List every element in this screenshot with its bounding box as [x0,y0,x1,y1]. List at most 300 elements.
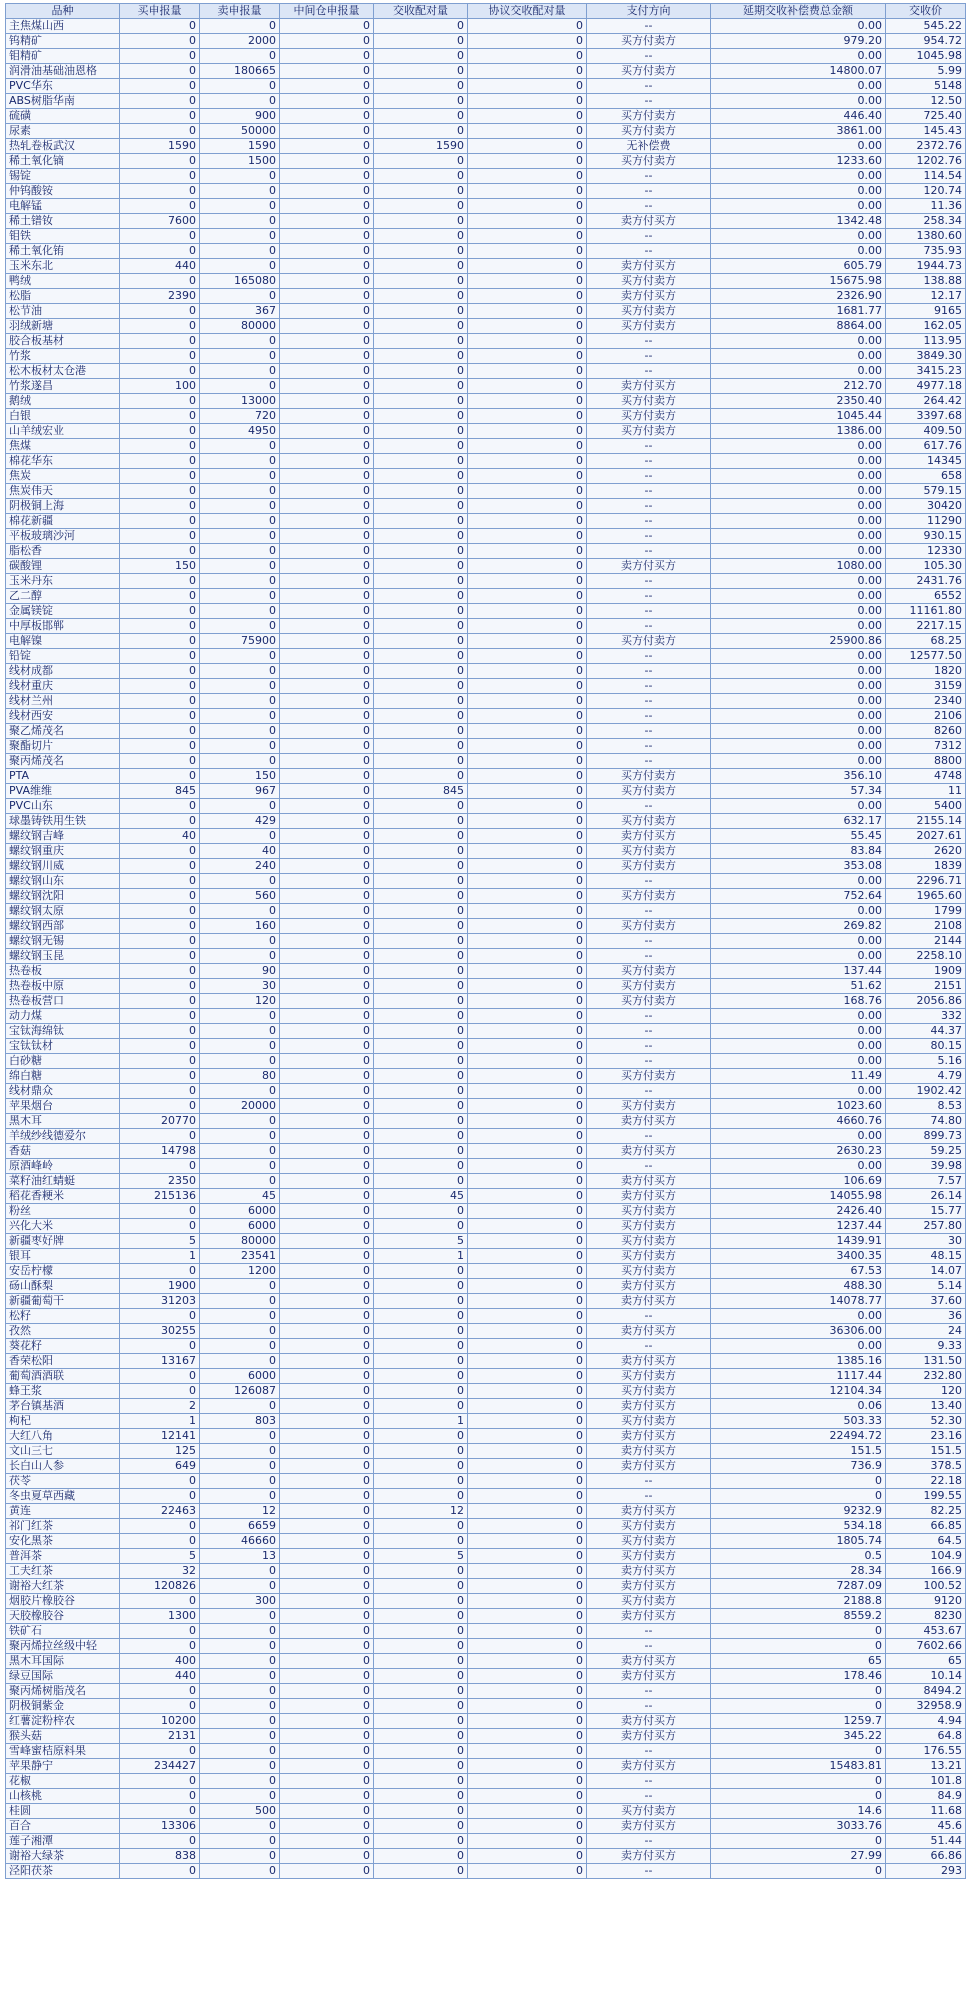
header-intermediate-declared: 中间仓申报量 [280,4,374,19]
delivery-matched-cell: 0 [374,169,468,184]
sell-declared-cell: 0 [200,1489,280,1504]
product-cell: 黄连 [6,1504,120,1519]
table-row [6,1159,966,1174]
intermediate-declared-cell: 0 [280,184,374,199]
deferred-compensation-cell: 65 [711,1654,886,1669]
table-row [6,754,966,769]
intermediate-declared-cell: 0 [280,754,374,769]
sell-declared-cell: 0 [200,904,280,919]
buy-declared-cell: 0 [120,1474,200,1489]
delivery-price-cell: 2056.86 [886,994,966,1009]
table-row [6,1849,966,1864]
product-cell: 聚丙烯拉丝级中轻 [6,1639,120,1654]
payment-direction-cell: -- [587,694,711,709]
product-cell: 泾阳茯茶 [6,1864,120,1879]
agreement-matched-cell: 0 [468,1294,587,1309]
table-row [6,499,966,514]
agreement-matched-cell: 0 [468,1279,587,1294]
intermediate-declared-cell: 0 [280,1159,374,1174]
payment-direction-cell: 卖方付买方 [587,559,711,574]
payment-direction-cell: -- [587,1774,711,1789]
sell-declared-cell: 0 [200,514,280,529]
delivery-price-cell: 151.5 [886,1444,966,1459]
buy-declared-cell: 0 [120,844,200,859]
intermediate-declared-cell: 0 [280,784,374,799]
sell-declared-cell: 0 [200,169,280,184]
deferred-compensation-cell: 0 [711,1744,886,1759]
agreement-matched-cell: 0 [468,1729,587,1744]
product-cell: 棉花新疆 [6,514,120,529]
delivery-matched-cell: 0 [374,1489,468,1504]
buy-declared-cell: 0 [120,754,200,769]
agreement-matched-cell: 0 [468,19,587,34]
deferred-compensation-cell: 14800.07 [711,64,886,79]
agreement-matched-cell: 0 [468,1039,587,1054]
table-row [6,1579,966,1594]
buy-declared-cell: 0 [120,319,200,334]
buy-declared-cell: 0 [120,1804,200,1819]
delivery-matched-cell: 0 [374,349,468,364]
intermediate-declared-cell: 0 [280,64,374,79]
agreement-matched-cell: 0 [468,649,587,664]
table-row [6,964,966,979]
payment-direction-cell: 买方付卖方 [587,1804,711,1819]
table-row [6,1714,966,1729]
payment-direction-cell: -- [587,574,711,589]
payment-direction-cell: 卖方付买方 [587,379,711,394]
delivery-price-cell: 100.52 [886,1579,966,1594]
buy-declared-cell: 0 [120,679,200,694]
delivery-price-cell: 11 [886,784,966,799]
sell-declared-cell: 0 [200,934,280,949]
buy-declared-cell: 0 [120,904,200,919]
table-row [6,229,966,244]
product-cell: 螺纹钢重庆 [6,844,120,859]
sell-declared-cell: 429 [200,814,280,829]
product-cell: 动力煤 [6,1009,120,1024]
payment-direction-cell: 卖方付买方 [587,1429,711,1444]
product-cell: 普洱茶 [6,1549,120,1564]
delivery-matched-cell: 1 [374,1249,468,1264]
product-cell: 钼精矿 [6,49,120,64]
payment-direction-cell: 卖方付买方 [587,1279,711,1294]
sell-declared-cell: 120 [200,994,280,1009]
payment-direction-cell: 买方付卖方 [587,964,711,979]
deferred-compensation-cell: 0.00 [711,1084,886,1099]
agreement-matched-cell: 0 [468,724,587,739]
product-cell: 钨精矿 [6,34,120,49]
delivery-price-cell: 8800 [886,754,966,769]
deferred-compensation-cell: 0.00 [711,169,886,184]
deferred-compensation-cell: 0 [711,1789,886,1804]
agreement-matched-cell: 0 [468,274,587,289]
intermediate-declared-cell: 0 [280,1024,374,1039]
deferred-compensation-cell: 0.00 [711,874,886,889]
table-row [6,1204,966,1219]
delivery-price-cell: 5.14 [886,1279,966,1294]
delivery-matched-cell: 0 [374,919,468,934]
deferred-compensation-cell: 2188.8 [711,1594,886,1609]
payment-direction-cell: -- [587,469,711,484]
table-row [6,1669,966,1684]
table-row [6,784,966,799]
sell-declared-cell: 0 [200,1354,280,1369]
payment-direction-cell: -- [587,649,711,664]
delivery-matched-cell: 0 [374,1129,468,1144]
buy-declared-cell: 0 [120,124,200,139]
sell-declared-cell: 0 [200,1174,280,1189]
buy-declared-cell: 400 [120,1654,200,1669]
agreement-matched-cell: 0 [468,364,587,379]
intermediate-declared-cell: 0 [280,1549,374,1564]
intermediate-declared-cell: 0 [280,484,374,499]
delivery-price-cell: 258.34 [886,214,966,229]
payment-direction-cell: -- [587,589,711,604]
payment-direction-cell: -- [587,754,711,769]
agreement-matched-cell: 0 [468,799,587,814]
sell-declared-cell: 0 [200,454,280,469]
buy-declared-cell: 0 [120,1084,200,1099]
product-cell: 香菇 [6,1144,120,1159]
table-row [6,1024,966,1039]
payment-direction-cell: -- [587,544,711,559]
buy-declared-cell: 0 [120,439,200,454]
agreement-matched-cell: 0 [468,574,587,589]
buy-declared-cell: 1 [120,1249,200,1264]
product-cell: 脂松香 [6,544,120,559]
sell-declared-cell: 0 [200,649,280,664]
agreement-matched-cell: 0 [468,289,587,304]
delivery-matched-cell: 0 [374,1519,468,1534]
payment-direction-cell: -- [587,454,711,469]
sell-declared-cell: 240 [200,859,280,874]
delivery-matched-cell: 1590 [374,139,468,154]
header-buy-declared: 买申报量 [120,4,200,19]
agreement-matched-cell: 0 [468,394,587,409]
product-cell: 钼铁 [6,229,120,244]
table-row [6,559,966,574]
deferred-compensation-cell: 534.18 [711,1519,886,1534]
sell-declared-cell: 165080 [200,274,280,289]
deferred-compensation-cell: 1342.48 [711,214,886,229]
payment-direction-cell: 买方付卖方 [587,784,711,799]
product-cell: 螺纹钢吉峰 [6,829,120,844]
intermediate-declared-cell: 0 [280,439,374,454]
table-row [6,1429,966,1444]
delivery-matched-cell: 0 [374,244,468,259]
delivery-price-cell: 3849.30 [886,349,966,364]
intermediate-declared-cell: 0 [280,1684,374,1699]
buy-declared-cell: 0 [120,1489,200,1504]
product-cell: 祁门红茶 [6,1519,120,1534]
delivery-matched-cell: 0 [374,1159,468,1174]
agreement-matched-cell: 0 [468,1504,587,1519]
deferred-compensation-cell: 15675.98 [711,274,886,289]
delivery-matched-cell: 0 [374,124,468,139]
deferred-compensation-cell: 0 [711,1834,886,1849]
payment-direction-cell: -- [587,1009,711,1024]
buy-declared-cell: 0 [120,1054,200,1069]
intermediate-declared-cell: 0 [280,139,374,154]
table-row [6,454,966,469]
buy-declared-cell: 0 [120,1204,200,1219]
delivery-matched-cell: 0 [374,289,468,304]
delivery-matched-cell: 0 [374,724,468,739]
deferred-compensation-cell: 1681.77 [711,304,886,319]
agreement-matched-cell: 0 [468,664,587,679]
buy-declared-cell: 0 [120,94,200,109]
buy-declared-cell: 0 [120,169,200,184]
delivery-price-cell: 30420 [886,499,966,514]
buy-declared-cell: 0 [120,1309,200,1324]
header-product: 品种 [6,4,120,19]
table-row [6,634,966,649]
buy-declared-cell: 0 [120,994,200,1009]
intermediate-declared-cell: 0 [280,739,374,754]
buy-declared-cell: 0 [120,664,200,679]
intermediate-declared-cell: 0 [280,1204,374,1219]
intermediate-declared-cell: 0 [280,109,374,124]
delivery-matched-cell: 0 [374,1564,468,1579]
agreement-matched-cell: 0 [468,1744,587,1759]
deferred-compensation-cell: 752.64 [711,889,886,904]
delivery-price-cell: 1944.73 [886,259,966,274]
payment-direction-cell: 买方付卖方 [587,1594,711,1609]
delivery-matched-cell: 0 [374,529,468,544]
payment-direction-cell: 买方付卖方 [587,1549,711,1564]
sell-declared-cell: 0 [200,1024,280,1039]
sell-declared-cell: 0 [200,589,280,604]
delivery-price-cell: 954.72 [886,34,966,49]
payment-direction-cell: 买方付卖方 [587,304,711,319]
payment-direction-cell: 卖方付买方 [587,1144,711,1159]
delivery-matched-cell: 0 [374,1654,468,1669]
product-cell: 长白山人参 [6,1459,120,1474]
buy-declared-cell: 0 [120,739,200,754]
product-cell: 银耳 [6,1249,120,1264]
delivery-price-cell: 617.76 [886,439,966,454]
payment-direction-cell: 买方付卖方 [587,319,711,334]
table-row [6,1099,966,1114]
product-cell: 宝钛钛材 [6,1039,120,1054]
sell-declared-cell: 50000 [200,124,280,139]
delivery-price-cell: 735.93 [886,244,966,259]
delivery-matched-cell: 0 [374,1474,468,1489]
deferred-compensation-cell: 0.00 [711,199,886,214]
sell-declared-cell: 0 [200,1129,280,1144]
table-row [6,169,966,184]
sell-declared-cell: 1500 [200,154,280,169]
deferred-compensation-cell: 1439.91 [711,1234,886,1249]
payment-direction-cell: 卖方付买方 [587,1579,711,1594]
intermediate-declared-cell: 0 [280,1729,374,1744]
payment-direction-cell: -- [587,364,711,379]
delivery-matched-cell: 0 [374,979,468,994]
product-cell: 鹅绒 [6,394,120,409]
deferred-compensation-cell: 25900.86 [711,634,886,649]
payment-direction-cell: 卖方付买方 [587,1459,711,1474]
intermediate-declared-cell: 0 [280,709,374,724]
deferred-compensation-cell: 0.5 [711,1549,886,1564]
agreement-matched-cell: 0 [468,379,587,394]
delivery-price-cell: 453.67 [886,1624,966,1639]
buy-declared-cell: 30255 [120,1324,200,1339]
sell-declared-cell: 0 [200,499,280,514]
buy-declared-cell: 22463 [120,1504,200,1519]
table-row [6,814,966,829]
intermediate-declared-cell: 0 [280,1264,374,1279]
agreement-matched-cell: 0 [468,859,587,874]
delivery-price-cell: 59.25 [886,1144,966,1159]
deferred-compensation-cell: 0 [711,1684,886,1699]
product-cell: 蜂王浆 [6,1384,120,1399]
sell-declared-cell: 0 [200,1009,280,1024]
table-row [6,49,966,64]
delivery-matched-cell: 0 [374,874,468,889]
intermediate-declared-cell: 0 [280,619,374,634]
product-cell: 鸭绒 [6,274,120,289]
payment-direction-cell: -- [587,1624,711,1639]
delivery-price-cell: 26.14 [886,1189,966,1204]
table-row [6,1729,966,1744]
table-row [6,1354,966,1369]
intermediate-declared-cell: 0 [280,1834,374,1849]
table-row [6,889,966,904]
sell-declared-cell: 0 [200,664,280,679]
delivery-matched-cell: 0 [374,229,468,244]
intermediate-declared-cell: 0 [280,769,374,784]
delivery-price-cell: 6552 [886,589,966,604]
intermediate-declared-cell: 0 [280,1009,374,1024]
product-cell: 仲钨酸铵 [6,184,120,199]
sell-declared-cell: 0 [200,1654,280,1669]
payment-direction-cell: 卖方付买方 [587,1294,711,1309]
buy-declared-cell: 31203 [120,1294,200,1309]
product-cell: 黑木耳 [6,1114,120,1129]
product-cell: 聚乙烯茂名 [6,724,120,739]
intermediate-declared-cell: 0 [280,394,374,409]
payment-direction-cell: 卖方付买方 [587,1759,711,1774]
agreement-matched-cell: 0 [468,844,587,859]
delivery-price-cell: 4.94 [886,1714,966,1729]
delivery-price-cell: 14.07 [886,1264,966,1279]
payment-direction-cell: 卖方付买方 [587,1669,711,1684]
intermediate-declared-cell: 0 [280,499,374,514]
delivery-price-cell: 332 [886,1009,966,1024]
deferred-compensation-cell: 0.00 [711,514,886,529]
delivery-matched-cell: 0 [374,1594,468,1609]
deferred-compensation-cell: 83.84 [711,844,886,859]
agreement-matched-cell: 0 [468,424,587,439]
delivery-price-cell: 36 [886,1309,966,1324]
table-row [6,1624,966,1639]
agreement-matched-cell: 0 [468,1069,587,1084]
deferred-compensation-cell: 0.00 [711,1339,886,1354]
deferred-compensation-cell: 0 [711,1774,886,1789]
table-row [6,79,966,94]
agreement-matched-cell: 0 [468,1789,587,1804]
delivery-matched-cell: 0 [374,1294,468,1309]
payment-direction-cell: 买方付卖方 [587,1414,711,1429]
agreement-matched-cell: 0 [468,1549,587,1564]
product-cell: 热卷板 [6,964,120,979]
sell-declared-cell: 0 [200,694,280,709]
delivery-matched-cell: 0 [374,1759,468,1774]
delivery-matched-cell: 1 [374,1414,468,1429]
agreement-matched-cell: 0 [468,784,587,799]
delivery-price-cell: 3415.23 [886,364,966,379]
table-row [6,1084,966,1099]
table-row [6,199,966,214]
table-row [6,859,966,874]
sell-declared-cell: 0 [200,1309,280,1324]
intermediate-declared-cell: 0 [280,664,374,679]
buy-declared-cell: 0 [120,934,200,949]
sell-declared-cell: 0 [200,874,280,889]
delivery-price-cell: 84.9 [886,1789,966,1804]
delivery-matched-cell: 0 [374,1354,468,1369]
buy-declared-cell: 0 [120,604,200,619]
product-cell: 线材成都 [6,664,120,679]
intermediate-declared-cell: 0 [280,1354,374,1369]
table-header-row [6,4,966,19]
intermediate-declared-cell: 0 [280,679,374,694]
product-cell: 螺纹钢太原 [6,904,120,919]
payment-direction-cell: -- [587,1489,711,1504]
buy-declared-cell: 234427 [120,1759,200,1774]
buy-declared-cell: 2131 [120,1729,200,1744]
buy-declared-cell: 13306 [120,1819,200,1834]
table-row [6,1339,966,1354]
deferred-compensation-cell: 0 [711,1474,886,1489]
deferred-compensation-cell: 4660.76 [711,1114,886,1129]
agreement-matched-cell: 0 [468,1399,587,1414]
table-row [6,994,966,1009]
table-row [6,379,966,394]
table-row [6,1234,966,1249]
intermediate-declared-cell: 0 [280,1414,374,1429]
deferred-compensation-cell: 0.00 [711,439,886,454]
agreement-matched-cell: 0 [468,1219,587,1234]
sell-declared-cell: 0 [200,1144,280,1159]
delivery-matched-cell: 0 [374,1864,468,1879]
table-row [6,1864,966,1879]
product-cell: ABS树脂华南 [6,94,120,109]
deferred-compensation-cell: 446.40 [711,109,886,124]
deferred-compensation-cell: 0 [711,1639,886,1654]
product-cell: PVA维维 [6,784,120,799]
deferred-compensation-cell: 605.79 [711,259,886,274]
sell-declared-cell: 180665 [200,64,280,79]
deferred-compensation-cell: 488.30 [711,1279,886,1294]
agreement-matched-cell: 0 [468,1369,587,1384]
delivery-matched-cell: 0 [374,1309,468,1324]
payment-direction-cell: -- [587,229,711,244]
sell-declared-cell: 560 [200,889,280,904]
buy-declared-cell: 0 [120,814,200,829]
sell-declared-cell: 150 [200,769,280,784]
product-cell: 粉丝 [6,1204,120,1219]
delivery-matched-cell: 45 [374,1189,468,1204]
agreement-matched-cell: 0 [468,1519,587,1534]
delivery-price-cell: 48.15 [886,1249,966,1264]
intermediate-declared-cell: 0 [280,1429,374,1444]
agreement-matched-cell: 0 [468,439,587,454]
sell-declared-cell: 0 [200,1294,280,1309]
buy-declared-cell: 0 [120,889,200,904]
payment-direction-cell: -- [587,19,711,34]
intermediate-declared-cell: 0 [280,34,374,49]
